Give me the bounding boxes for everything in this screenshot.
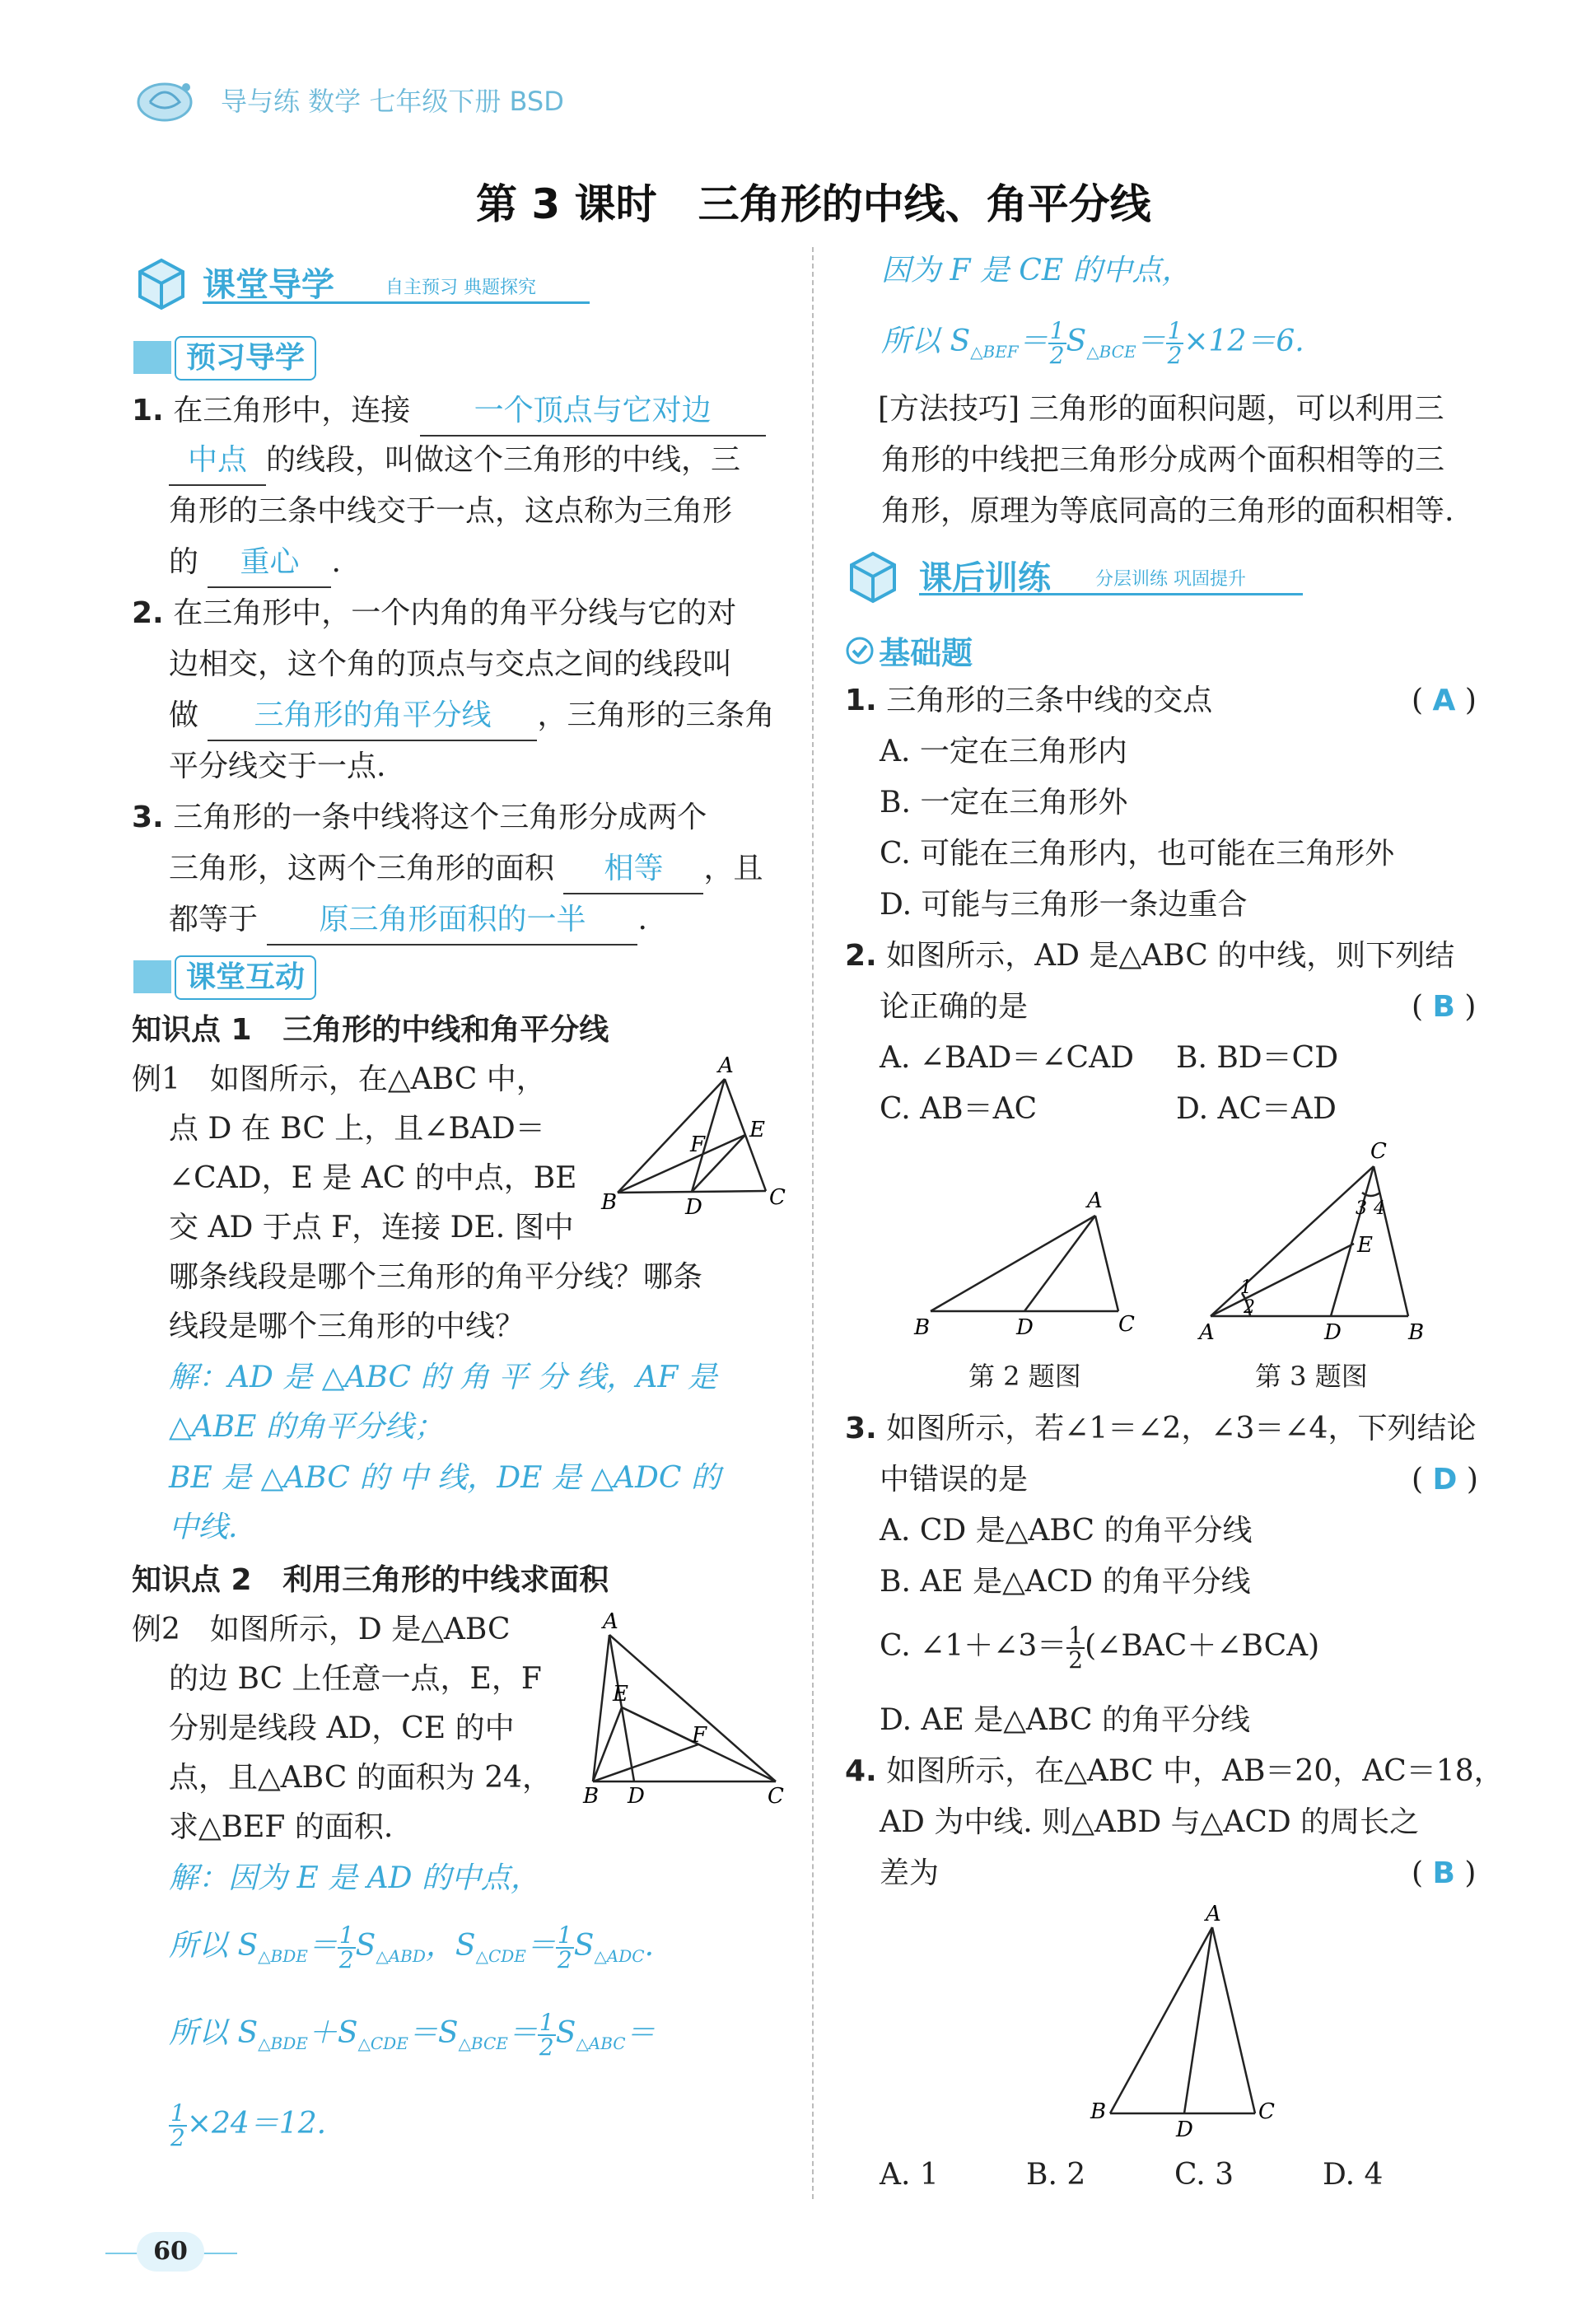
label-C: C [1258, 2099, 1275, 2124]
answer-blank: 原三角形面积的一半 [267, 896, 637, 946]
label-A: A [1206, 1903, 1221, 1926]
label-F: F [692, 1723, 707, 1748]
ex2-sol3: 所以 $S_{\triangle BDE}+S_{\triangle CDE}=S_{\triangle BCE}=$ $\frac{1}{2}$ $S_{\triangle ABC}=$ [169, 2009, 656, 2061]
column-divider [812, 247, 814, 2199]
preview-q2-line3 [169, 692, 774, 741]
kp2-label: 知识点 2 [132, 1563, 252, 1597]
ex2-line2: 的边 BC 上任意一点，E，F [169, 1662, 542, 1696]
rq1-optD: D. 可能与三角形一条边重合 [880, 888, 1248, 922]
rq3-optB: B. AE 是△ACD 的角平分线 [880, 1565, 1251, 1599]
page-number: 60 [153, 2237, 188, 2266]
angle-3: 3 [1356, 1198, 1367, 1219]
angle-2: 2 [1244, 1297, 1255, 1318]
text: ，且 [703, 852, 763, 885]
answer-blank: 三角形的角平分线 [208, 692, 537, 741]
rq1-stem: 1. 三角形的三条中线的交点 [845, 684, 1213, 717]
text: 三角形，这两个三角形的面积 [169, 852, 555, 885]
label-B: B [1408, 1320, 1425, 1342]
ex2-line5: 求△BEF 的面积. [169, 1810, 394, 1844]
rq3-stem2: 中错误的是 [880, 1463, 1029, 1497]
figure-ex2 [576, 1610, 791, 1808]
section2-subtitle: 分层训练 巩固提升 [1095, 569, 1246, 590]
cube-icon [132, 254, 189, 311]
answer-blank: 重心 [208, 539, 331, 588]
ex2-sol1: 解：因为 E 是 AD 的中点， [169, 1861, 540, 1895]
figure-q2 [906, 1186, 1153, 1342]
label-F: F [690, 1132, 706, 1157]
section-kehou-xunlian [843, 547, 1304, 605]
label-D: D [628, 1784, 645, 1808]
angle-1: 1 [1240, 1277, 1252, 1298]
text: 在三角形中，一个内角的角平分线与它的对 [173, 596, 737, 630]
section1-title: 课堂导学 [203, 266, 334, 304]
label-C: C [1370, 1139, 1387, 1164]
label-D: D [1016, 1315, 1034, 1340]
ex1-line6: 线段是哪个三角形的中线？ [169, 1310, 525, 1343]
answer-blank: 相等 [563, 845, 703, 894]
label-D: D [1176, 2118, 1193, 2141]
ex1-line2: 点 D 在 BC 上，且∠BAD＝ [169, 1112, 545, 1146]
label-A: A [718, 1054, 734, 1078]
check-icon [845, 636, 875, 665]
label-C: C [768, 1784, 784, 1808]
label-D: D [1324, 1320, 1342, 1342]
cont-line1: 因为 F 是 CE 的中点， [881, 254, 1192, 287]
section2-underline [919, 593, 1303, 595]
rq4-stem1: 4. 如图所示，在△ABC 中，AB＝20，AC＝18， [845, 1754, 1504, 1788]
rq1-answer: ( A ) [1412, 684, 1477, 717]
kp2-title: 利用三角形的中线求面积 [282, 1563, 609, 1597]
text: ，三角形的三条角 [537, 698, 775, 732]
ex1-sol2: △ABE 的角平分线； [169, 1410, 444, 1444]
text: 都等于 [169, 903, 259, 936]
text: 的 [169, 545, 199, 579]
q-number: 3. [132, 801, 164, 834]
page-number-badge [137, 2232, 204, 2272]
kp2-heading [132, 1557, 609, 1604]
label-A: A [1199, 1320, 1215, 1342]
rq4-stem3: 差为 [880, 1856, 940, 1890]
rq1-optC: C. 可能在三角形内，也可能在三角形外 [880, 837, 1395, 871]
ex1-sol3: BE 是 △ABC 的 中 线，DE 是 △ADC 的 [169, 1461, 721, 1495]
rq2-optB: B. BD＝CD [1176, 1041, 1339, 1075]
rq3-optD: D. AE 是△ABC 的角平分线 [880, 1703, 1250, 1737]
ex1-line4: 交 AD 于点 F，连接 DE. 图中 [169, 1211, 574, 1244]
section2-title: 课后训练 [919, 559, 1051, 597]
section-ketang-daoxue [132, 254, 593, 311]
kp1-heading [132, 1006, 609, 1054]
answer-blank: 中点 [169, 437, 266, 486]
rq4-answer: ( B ) [1412, 1856, 1477, 1890]
label-E: E [1357, 1233, 1373, 1258]
ex1-line3: ∠CAD，E 是 AC 的中点，BE [169, 1161, 577, 1195]
header-logo [132, 76, 198, 124]
kp1-title: 三角形的中线和角平分线 [282, 1013, 609, 1047]
fig2-caption: 第 2 题图 [968, 1361, 1081, 1392]
rq3-optA: A. CD 是△ABC 的角平分线 [880, 1514, 1253, 1548]
figure-q4 [1071, 1903, 1285, 2141]
angle-4: 4 [1374, 1198, 1385, 1219]
label-D: D [685, 1195, 702, 1219]
rq2-answer: ( B ) [1412, 990, 1477, 1024]
text: 三角形的一条中线将这个三角形分成两个 [173, 801, 707, 834]
rq1-optA: A. 一定在三角形内 [880, 735, 1127, 768]
cont-line2: 所以 $S_{\triangle BEF}=$ $\frac{1}{2}$ $S_{\triangle BCE}=$ $\frac{1}{2}$ ×12＝6. [881, 317, 1304, 369]
text: 的线段，叫做这个三角形的中线，三 [266, 443, 741, 477]
rq4-optA: A. 1 [880, 2158, 939, 2192]
label-A: A [603, 1610, 618, 1634]
rq2-stem2: 论正确的是 [880, 990, 1029, 1024]
section1-underline [203, 301, 590, 304]
preview-q3-line2 [169, 845, 763, 894]
ex2-line3: 分别是线段 AD，CE 的中 [169, 1711, 515, 1745]
ex2-line1: 例2 如图所示，D 是△ABC [132, 1613, 511, 1646]
interact-label: 课堂互动 [175, 955, 316, 1000]
method-line3: 角形，原理为等底同高的三角形的面积相等. [881, 494, 1454, 528]
ex2-sol2: 所以 $S_{\triangle BDE}=$ $\frac{1}{2}$ $S_{\triangle ABD}$，$S_{\triangle CDE}=$ $\frac{1}{2}$ $S_{\triangle ADC}$. [169, 1921, 655, 1973]
rq4-optB: B. 2 [1026, 2158, 1086, 2192]
preview-label: 预习导学 [175, 336, 316, 381]
label-E: E [749, 1118, 765, 1142]
q-number: 1. [132, 394, 164, 427]
preview-q1-line1 [132, 387, 766, 437]
kp1-label: 知识点 1 [132, 1013, 252, 1047]
method-line1: [方法技巧] 三角形的面积问题，可以利用三 [878, 392, 1444, 426]
ex1-line1: 例1 如图所示，在△ABC 中， [132, 1062, 546, 1096]
rq3-answer: ( D ) [1412, 1463, 1478, 1497]
preview-q2-line1 [132, 590, 736, 637]
figure-q3 [1192, 1137, 1440, 1342]
preview-q3-line1 [132, 794, 707, 842]
rq4-optD: D. 4 [1323, 2158, 1384, 2192]
ex1-sol4: 中线. [169, 1511, 238, 1544]
text: 做 [169, 698, 199, 732]
rq4-stem2: AD 为中线. 则△ABD 与△ACD 的周长之 [880, 1805, 1420, 1839]
section1-subtitle: 自主预习 典题探究 [385, 278, 536, 298]
label-B: B [914, 1315, 931, 1340]
preview-q1-line4 [169, 539, 341, 588]
preview-q1-line2 [169, 437, 740, 486]
label-B: B [601, 1190, 618, 1215]
label-B: B [583, 1784, 600, 1808]
rq2-optC: C. AB＝AC [880, 1092, 1038, 1126]
label-C: C [769, 1185, 786, 1210]
preview-marker [133, 341, 171, 374]
ex1-line5: 哪条线段是哪个三角形的角平分线？哪条 [169, 1260, 703, 1294]
snail-logo-icon [132, 76, 198, 124]
ex2-sol4: $\frac{1}{2}$ ×24＝12. [170, 2099, 327, 2151]
label-A: A [1087, 1188, 1103, 1213]
label-E: E [613, 1682, 628, 1707]
preview-q2-line4: 平分线交于一点. [169, 749, 386, 783]
q-number: 2. [132, 596, 164, 630]
rq3-optC: C. ∠1＋∠3＝ $\frac{1}{2}$ (∠BAC＋∠BCA) [880, 1622, 1320, 1674]
preview-q1-line3: 角形的三条中线交于一点，这点称为三角形 [169, 494, 733, 528]
fig3-caption: 第 3 题图 [1255, 1361, 1368, 1392]
header-series: 导与练 数学 七年级下册 BSD [221, 86, 564, 117]
ex2-line4: 点，且△ABC 的面积为 24， [169, 1761, 553, 1795]
method-line2: 角形的中线把三角形分成两个面积相等的三 [881, 443, 1445, 477]
basic-heading [845, 628, 973, 673]
rq2-optA: A. ∠BAD＝∠CAD [880, 1041, 1134, 1075]
rq3-stem1: 3. 如图所示，若∠1＝∠2，∠3＝∠4，下列结论 [845, 1412, 1477, 1445]
text: . [637, 903, 647, 936]
rq2-optD: D. AC＝AD [1176, 1092, 1337, 1126]
label-B: B [1090, 2099, 1107, 2124]
answer-blank: 一个顶点与它对边 [420, 387, 766, 437]
figure-ex1 [593, 1054, 791, 1219]
page-title: 第 3 课时 三角形的中线、角平分线 [476, 180, 1151, 228]
text: . [331, 545, 341, 579]
basic-label: 基础题 [879, 635, 973, 671]
label-C: C [1118, 1312, 1135, 1337]
ex1-sol1: 解：AD 是 △ABC 的 角 平 分 线，AF 是 [169, 1361, 717, 1394]
rq4-optC: C. 3 [1174, 2158, 1234, 2192]
rq1-optB: B. 一定在三角形外 [880, 786, 1128, 819]
text: 在三角形中，连接 [173, 394, 411, 427]
preview-q3-line3 [169, 896, 647, 946]
interact-marker [133, 960, 171, 993]
preview-q2-line2: 边相交，这个角的顶点与交点之间的线段叫 [169, 647, 733, 681]
rq2-stem1: 2. 如图所示，AD 是△ABC 的中线，则下列结 [845, 939, 1455, 973]
cube-icon [843, 547, 901, 605]
